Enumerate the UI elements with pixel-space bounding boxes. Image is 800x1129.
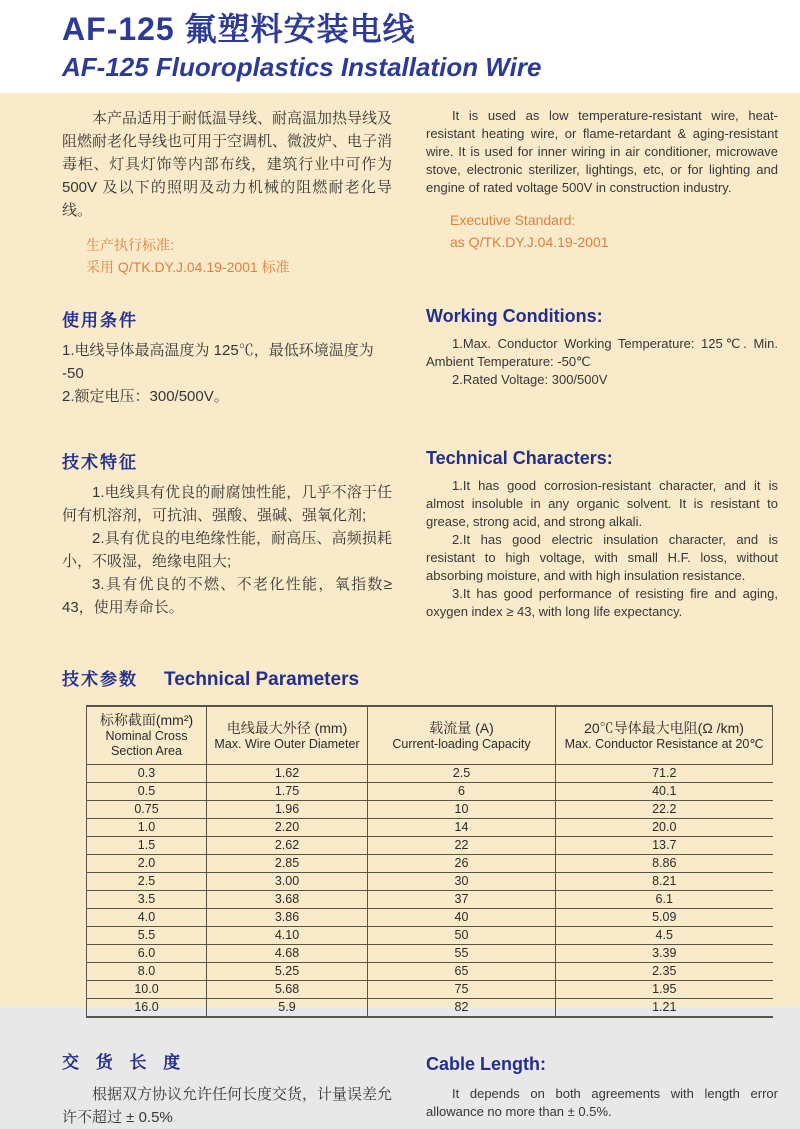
column-header-nominal-cross-section [87, 706, 207, 765]
table-row [87, 927, 773, 945]
table-row [87, 963, 773, 981]
technical-characters-item: 3.具有优良的不燃、不老化性能，氧指数≥ 43，使用寿命长。 [62, 576, 392, 616]
table-row [87, 999, 773, 1018]
table-row [87, 909, 773, 927]
table-cell: 26 [368, 855, 556, 873]
table-cell: 6.0 [87, 945, 207, 963]
technical-characters-item: 3.It has good performance of resisting fire and aging, oxygen index ≥ 43, with long life expectancy. [426, 586, 778, 619]
table-row [87, 765, 773, 783]
table-cell: 22 [368, 837, 556, 855]
table-cell: 40 [368, 909, 556, 927]
table-cell: 3.5 [87, 891, 207, 909]
intro-text-cn: 本产品适用于耐低温导线、耐高温加热导线及阻燃耐老化导线也可用于空调机、微波炉、电子消毒柜、灯具灯饰等内部布线，建筑行业中可作为 500V 及以下的照明及动力机械的阻燃耐老化导线。 [62, 110, 393, 219]
executive-standard-en-label: Executive Standard: [450, 212, 576, 228]
table-cell: 10 [368, 801, 556, 819]
cable-length-section [0, 1048, 800, 1129]
intro-section [0, 93, 800, 278]
table-cell: 1.5 [87, 837, 207, 855]
working-conditions-cn [62, 306, 392, 408]
cable-length-text-en: It depends on both agreements with length error allowance no more than ± 0.5%. [426, 1086, 778, 1119]
table-row [87, 801, 773, 819]
table-cell: 5.09 [556, 909, 773, 927]
table-row [87, 891, 773, 909]
table-cell: 8.0 [87, 963, 207, 981]
table-cell: 16.0 [87, 999, 207, 1018]
table-cell: 4.0 [87, 909, 207, 927]
cable-length-text-cn: 根据双方协议允许任何长度交货，计量误差允许不超过 ± 0.5% [62, 1086, 393, 1126]
column-header-current-loading-capacity [368, 706, 556, 765]
table-cell: 0.3 [87, 765, 207, 783]
page-title-cn: AF-125 氟塑料安装电线 [62, 11, 416, 47]
table-cell: 1.75 [207, 783, 368, 801]
table-row [87, 783, 773, 801]
column-header-max-conductor-resistance [556, 706, 773, 765]
page-masthead [0, 0, 800, 93]
technical-characters-cn [62, 448, 392, 621]
column-header-max-outer-diameter [207, 706, 368, 765]
technical-parameters-heading-en: Technical Parameters [164, 669, 360, 690]
table-row [87, 873, 773, 891]
table-cell: 20.0 [556, 819, 773, 837]
table-cell: 6 [368, 783, 556, 801]
table-cell: 2.62 [207, 837, 368, 855]
table-cell: 4.5 [556, 927, 773, 945]
cable-length-heading-cn: 交 货 长 度 [62, 1053, 187, 1072]
intro-text-en: It is used as low temperature-resistant wire, heat-resistant heating wire, or flame-retardant & aging-resistant wire. It is used for inner wiring in air conditioner, microwave stove, electronic sterilizer, lightings, etc, or for lighting and engine of rated voltage 500V in construction industry. [426, 108, 778, 195]
technical-characters-en [426, 448, 778, 621]
cable-length-heading-en: Cable Length: [426, 1054, 546, 1074]
technical-characters-item: 1.电线具有优良的耐腐蚀性能，几乎不溶于任何有机溶剂，可抗油、强酸、强碱、强氧化剂; [62, 484, 392, 524]
working-conditions-heading-en: Working Conditions: [426, 306, 603, 326]
table-cell: 0.75 [87, 801, 207, 819]
technical-characters-item: 2.具有优良的电绝缘性能，耐高压、高频损耗小，不吸湿，绝缘电阻大; [62, 530, 392, 570]
executive-standard-en [450, 209, 778, 253]
table-cell: 4.10 [207, 927, 368, 945]
table-row [87, 837, 773, 855]
production-standard-cn-value: 采用 Q/TK.DY.J.04.19-2001 标准 [86, 259, 290, 275]
technical-parameters-section [0, 665, 800, 1018]
table-cell: 0.5 [87, 783, 207, 801]
table-row [87, 819, 773, 837]
table-cell: 1.0 [87, 819, 207, 837]
column-header-en: Max. Wire Outer Diameter [214, 736, 360, 751]
page-title-en: AF-125 Fluoroplastics Installation Wire [62, 52, 542, 82]
table-cell: 2.20 [207, 819, 368, 837]
column-header-cn: 电线最大外径 (mm) [226, 719, 348, 736]
table-cell: 22.2 [556, 801, 773, 819]
working-conditions-item: 1.电线导体最高温度为 125℃，最低环境温度为 -50 [62, 342, 374, 382]
technical-parameters-table-body [87, 765, 773, 1018]
column-header-en: Max. Conductor Resistance at 20℃ [564, 736, 764, 751]
technical-characters-section [0, 448, 800, 621]
table-cell: 3.39 [556, 945, 773, 963]
table-cell: 3.68 [207, 891, 368, 909]
technical-characters-item: 1.It has good corrosion-resistant character, and it is almost insoluble in any organic solvent. It is resistant to grease, strong acid, and strong alkali. [426, 478, 778, 529]
intro-column-cn [62, 107, 392, 278]
working-conditions-item: 1.Max. Conductor Working Temperature: 125℃. Min. Ambient Temperature: -50℃ [426, 336, 778, 369]
table-cell: 13.7 [556, 837, 773, 855]
table-cell: 55 [368, 945, 556, 963]
column-header-cn: 20℃导体最大电阻(Ω /km) [584, 719, 744, 736]
table-cell: 37 [368, 891, 556, 909]
working-conditions-section [0, 306, 800, 408]
table-cell: 4.68 [207, 945, 368, 963]
table-cell: 3.86 [207, 909, 368, 927]
table-cell: 2.35 [556, 963, 773, 981]
table-cell: 30 [368, 873, 556, 891]
table-cell: 71.2 [556, 765, 773, 783]
production-standard-cn [86, 234, 392, 278]
column-header-cn: 载流量 (A) [429, 719, 494, 736]
table-header-row [87, 706, 773, 765]
table-cell: 1.96 [207, 801, 368, 819]
executive-standard-en-value: as Q/TK.DY.J.04.19-2001 [450, 234, 609, 250]
table-cell: 50 [368, 927, 556, 945]
table-row [87, 945, 773, 963]
table-cell: 8.86 [556, 855, 773, 873]
table-cell: 75 [368, 981, 556, 999]
table-cell: 6.1 [556, 891, 773, 909]
table-cell: 1.62 [207, 765, 368, 783]
technical-parameters-table [86, 705, 773, 1018]
table-cell: 10.0 [87, 981, 207, 999]
table-cell: 1.95 [556, 981, 773, 999]
intro-column-en [426, 107, 778, 278]
working-conditions-item: 2.Rated Voltage: 300/500V [452, 372, 608, 387]
table-header [87, 706, 773, 765]
table-row [87, 855, 773, 873]
table-cell: 2.0 [87, 855, 207, 873]
column-header-cn: 标称截面(mm²) [99, 712, 194, 728]
table-cell: 8.21 [556, 873, 773, 891]
table-cell: 65 [368, 963, 556, 981]
table-cell: 3.00 [207, 873, 368, 891]
cable-length-en [426, 1048, 778, 1129]
table-cell: 5.25 [207, 963, 368, 981]
technical-parameters-heading-cn: 技术参数 [62, 670, 138, 689]
technical-characters-heading-cn: 技术特征 [62, 453, 138, 472]
table-cell: 2.85 [207, 855, 368, 873]
table-cell: 82 [368, 999, 556, 1018]
technical-characters-heading-en: Technical Characters: [426, 448, 613, 468]
working-conditions-en [426, 306, 778, 408]
table-cell: 2.5 [368, 765, 556, 783]
column-header-en: Nominal Cross Section Area [105, 729, 188, 758]
column-header-en: Current-loading Capacity [392, 736, 531, 751]
production-standard-cn-label: 生产执行标准: [86, 237, 174, 253]
table-cell: 2.5 [87, 873, 207, 891]
cable-length-cn [62, 1048, 392, 1129]
table-row [87, 981, 773, 999]
working-conditions-item: 2.额定电压：300/500V。 [62, 388, 229, 405]
table-cell: 40.1 [556, 783, 773, 801]
technical-parameters-heading [62, 665, 800, 691]
working-conditions-heading-cn: 使用条件 [62, 311, 138, 330]
table-cell: 5.5 [87, 927, 207, 945]
technical-characters-item: 2.It has good electric insulation character, and is resistant to high voltage, with small H.F. loss, without absorbing moisture, and with high insulation resistance. [426, 532, 778, 583]
table-cell: 5.9 [207, 999, 368, 1018]
table-cell: 14 [368, 819, 556, 837]
table-cell: 5.68 [207, 981, 368, 999]
table-cell: 1.21 [556, 999, 773, 1018]
